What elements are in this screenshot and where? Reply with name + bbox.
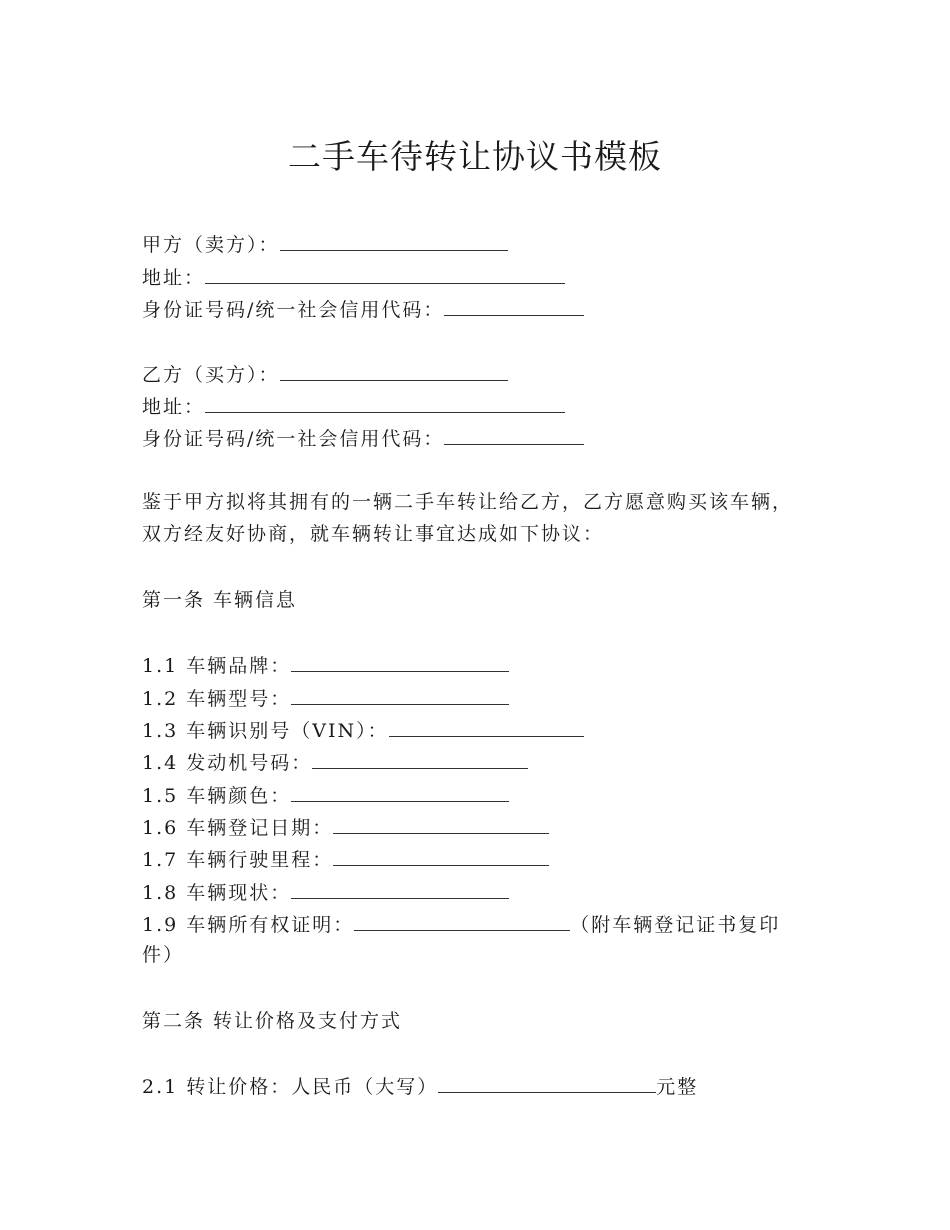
party-a-name-line: [142, 230, 508, 258]
mileage-blank[interactable]: [333, 845, 549, 866]
item-label: 1.3 车辆识别号（VIN）：: [142, 720, 389, 742]
article-1-item: [142, 684, 509, 712]
vin-blank[interactable]: [389, 716, 584, 737]
article-1-item: [142, 716, 584, 744]
party-a-address-line: [142, 263, 565, 291]
party-a-address-blank[interactable]: [205, 263, 565, 284]
party-b-address-line: [142, 392, 565, 420]
article-1-item: [142, 845, 549, 873]
party-b-name-line: [142, 360, 508, 388]
party-a-name-label: 甲方（卖方）：: [142, 234, 280, 256]
party-b-address-label: 地址：: [142, 396, 206, 418]
party-a-id-blank[interactable]: [444, 295, 584, 316]
party-b-name-label: 乙方（买方）：: [142, 364, 280, 386]
price-suffix: 元整: [656, 1076, 699, 1098]
article-1-item: [142, 813, 549, 841]
intro-line-1: 鉴于甲方拟将其拥有的一辆二手车转让给乙方，乙方愿意购买该车辆，: [142, 491, 794, 513]
party-a-address-label: 地址：: [142, 267, 206, 289]
article-1-item: [142, 748, 528, 776]
item-label: 1.2 车辆型号：: [142, 688, 292, 710]
vehicle-condition-blank[interactable]: [291, 878, 509, 899]
article-2-item: [142, 1072, 698, 1100]
price-blank[interactable]: [438, 1072, 656, 1093]
item-label: 1.8 车辆现状：: [142, 882, 292, 904]
article-2-heading: 第二条 转让价格及支付方式: [142, 1010, 403, 1032]
ownership-proof-blank[interactable]: [354, 910, 570, 931]
article-1-heading: 第一条 车辆信息: [142, 589, 298, 611]
party-b-id-blank[interactable]: [444, 424, 584, 445]
intro-line-2: 双方经友好协商，就车辆转让事宜达成如下协议：: [142, 523, 605, 545]
article-1-item: [142, 878, 509, 906]
party-a-name-blank[interactable]: [280, 230, 508, 251]
registration-date-blank[interactable]: [333, 813, 549, 834]
party-b-id-line: [142, 424, 584, 452]
party-a-id-label: 身份证号码/统一社会信用代码：: [142, 299, 445, 321]
article-1-item: [142, 651, 509, 679]
party-b-id-label: 身份证号码/统一社会信用代码：: [142, 428, 445, 450]
vehicle-color-blank[interactable]: [291, 781, 509, 802]
article-1-item: [142, 910, 780, 938]
item-9-continuation: 件）: [142, 944, 185, 966]
item-label: 1.9 车辆所有权证明：: [142, 914, 355, 936]
engine-number-blank[interactable]: [312, 748, 528, 769]
item-label: 2.1 转让价格：人民币（大写）: [142, 1076, 439, 1098]
party-b-name-blank[interactable]: [280, 360, 508, 381]
item-label: 1.7 车辆行驶里程：: [142, 849, 334, 871]
party-a-id-line: [142, 295, 584, 323]
item-label: 1.5 车辆颜色：: [142, 785, 292, 807]
vehicle-model-blank[interactable]: [291, 684, 509, 705]
item-9-suffix: （附车辆登记证书复印: [570, 914, 781, 936]
vehicle-brand-blank[interactable]: [291, 651, 509, 672]
item-label: 1.1 车辆品牌：: [142, 655, 292, 677]
item-label: 1.6 车辆登记日期：: [142, 817, 334, 839]
article-1-item: [142, 781, 509, 809]
document-title: 二手车待转让协议书模板: [288, 137, 662, 176]
item-label: 1.4 发动机号码：: [142, 752, 313, 774]
party-b-address-blank[interactable]: [205, 392, 565, 413]
